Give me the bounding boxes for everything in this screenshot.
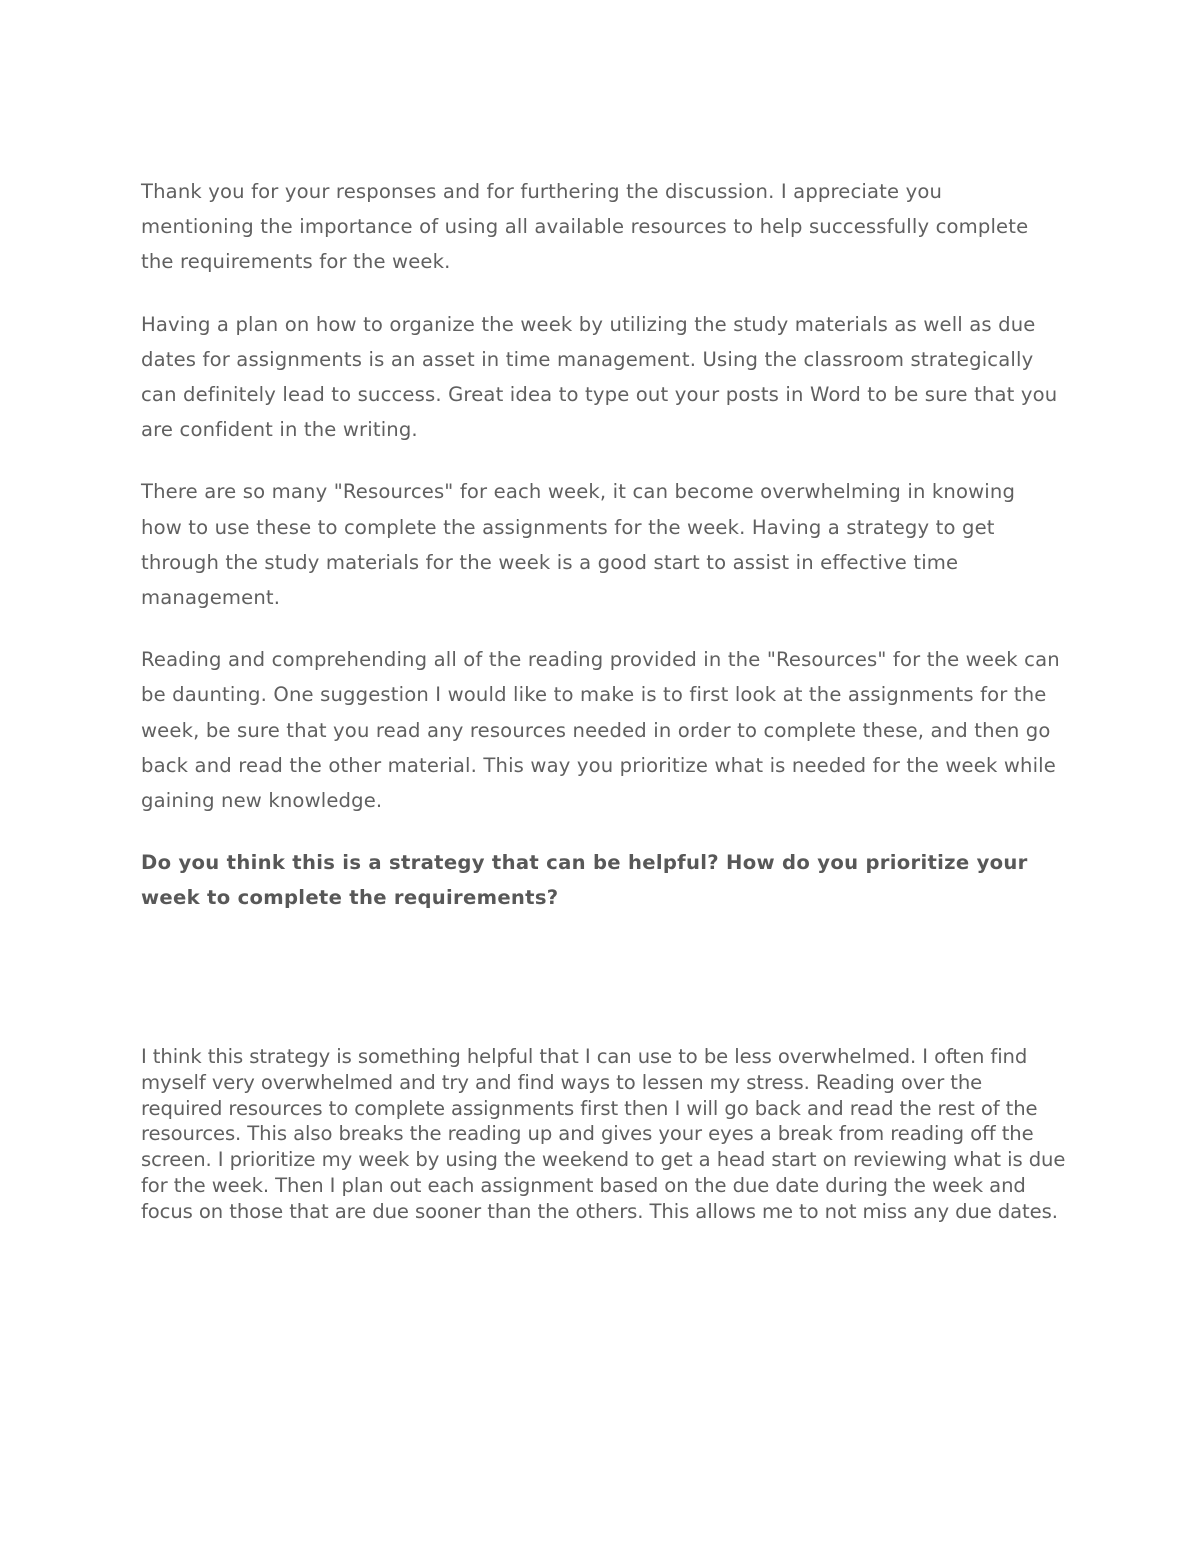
post-paragraph-2: Having a plan on how to organize the week by utilizing the study materials as well as due dates for assignments is an asset in time management. Using the classroom strategically can definitely lead to success. Great idea to type out your posts in Word to be sure that you are confident in the writing. (141, 312, 1058, 442)
post-paragraph-4: Reading and comprehending all of the reading provided in the "Resources" for the week can be daunting. One suggestion I would like to make is to first look at the assignments for the week, be sure that you read any resources needed in order to complete these, and then go back and read the other material. This way you prioritize what is needed for the week while gaining new knowledge. (141, 648, 1060, 813)
post-paragraph-1: Thank you for your responses and for furthering the discussion. I appreciate you mentioning the importance of using all available resources to help successfully complete the requirements for the week. (141, 180, 1029, 274)
post-paragraph-3: There are so many "Resources" for each week, it can become overwhelming in knowing how to use these to complete the assignments for the week. Having a strategy to get through the study materials for the week is a good start to assist in effective time management. (141, 480, 1016, 610)
instructor-post (141, 174, 1061, 916)
student-reply: I think this strategy is something helpful that I can use to be less overwhelmed. I often find myself very overwhelmed and try and find ways to lessen my stress. Reading over the required resources to complete assignments first then I will go back and read the rest of the resources. This also breaks the reading up and gives your eyes a break from reading off the screen. I prioritize my week by using the weekend to get a head start on reviewing what is due for the week. Then I plan out each assignment based on the due date during the week and focus on those that are due sooner than the others. This allows me to not miss any due dates. (141, 1045, 1066, 1223)
discussion-question: Do you think this is a strategy that can be helpful? How do you prioritize your week to complete the requirements? (141, 851, 1028, 910)
